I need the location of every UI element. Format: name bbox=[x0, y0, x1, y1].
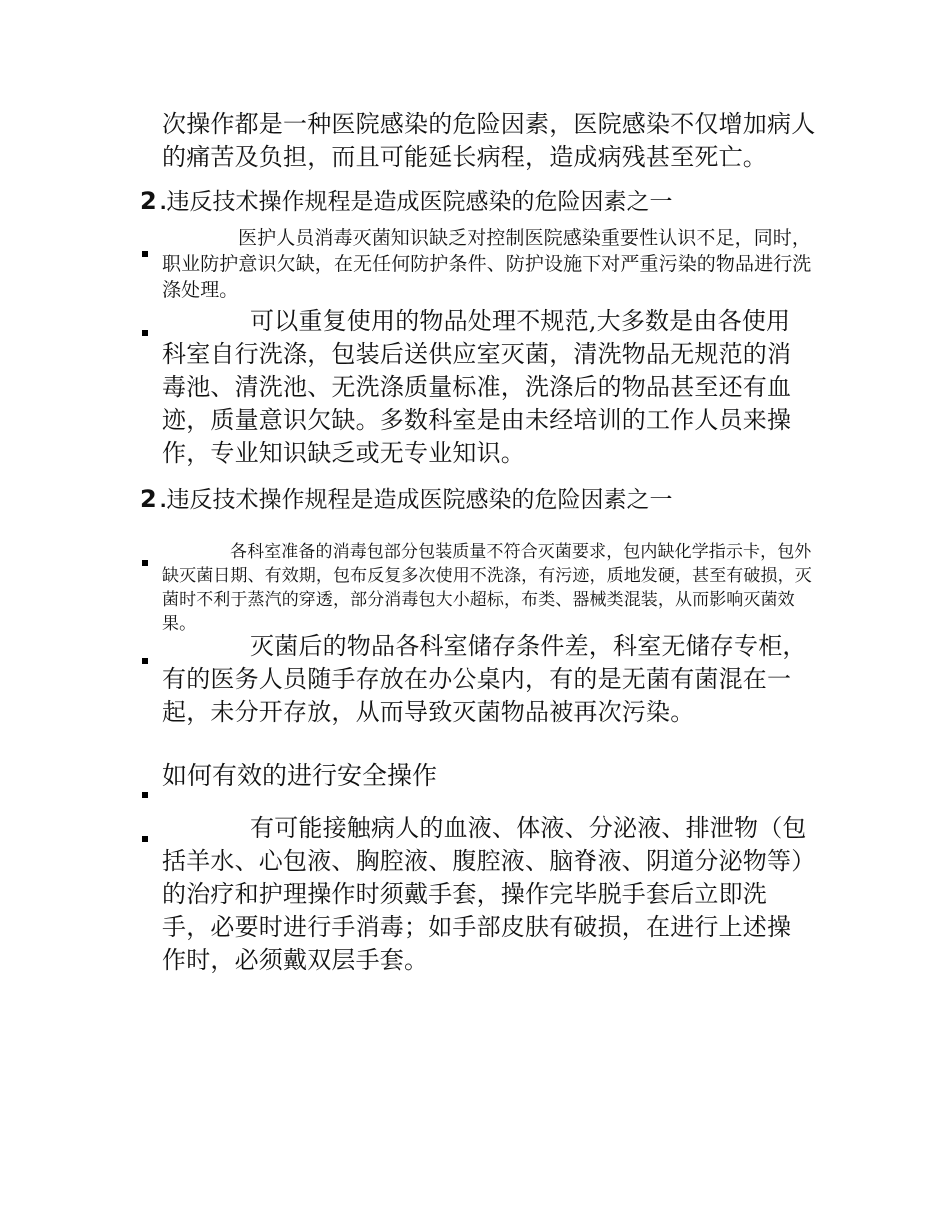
bullet-marker bbox=[142, 792, 148, 798]
heading-number: 2 bbox=[140, 187, 157, 215]
heading-text: 违反技术操作规程是造成医院感染的危险因素之一 bbox=[166, 487, 673, 513]
list-item-paragraph: 灭菌后的物品各科室储存条件差，科室无储存专柜，有的医务人员随手存放在办公桌内，有的是无菌有菌混在一起，未分开存放，从而导致灭菌物品被再次污染。 bbox=[162, 632, 807, 726]
bullet-marker bbox=[142, 658, 148, 664]
heading-dot: . bbox=[159, 193, 167, 214]
section-title: 如何有效的进行安全操作 bbox=[162, 761, 438, 790]
intro-paragraph: 次操作都是一种医院感染的危险因素，医院感染不仅增加病人的痛苦及负担，而且可能延长病程，造成病残甚至死亡。 bbox=[162, 110, 816, 171]
bullet-marker bbox=[142, 251, 148, 257]
list-item-paragraph: 可以重复使用的物品处理不规范,大多数是由各使用科室自行洗涤，包装后送供应室灭菌，清洗物品无规范的消毒池、清洗池、无洗涤质量标准，洗涤后的物品甚至还有血迹，质量意识欠缺。多数科室是由未经培训的工作人员来操作，专业知识缺乏或无专业知识。 bbox=[162, 307, 792, 467]
bullet-marker bbox=[142, 836, 148, 842]
section-heading-2a bbox=[140, 186, 673, 219]
list-item-paragraph: 有可能接触病人的血液、体液、分泌液、排泄物（包括羊水、心包液、胸腔液、腹腔液、脑脊液、阴道分泌物等）的治疗和护理操作时须戴手套，操作完毕脱手套后立即洗手，必要时进行手消毒；如手部皮肤有破损，在进行上述操作时，必须戴双层手套。 bbox=[162, 814, 807, 974]
bullet-marker bbox=[142, 560, 148, 566]
heading-number: 2 bbox=[140, 485, 157, 513]
list-item-paragraph: 各科室准备的消毒包部分包装质量不符合灭菌要求，包内缺化学指示卡，包外缺灭菌日期、有效期，包布反复多次使用不洗涤，有污迹，质地发硬，甚至有破损，灭菌时不利于蒸汽的穿透，部分消毒包大小超标，布类、器械类混装，从而影响灭菌效果。 bbox=[162, 542, 812, 634]
bullet-marker bbox=[142, 330, 148, 336]
section-heading-2b bbox=[140, 484, 673, 517]
list-item-paragraph: 医护人员消毒灭菌知识缺乏对控制医院感染重要性认识不足，同时，职业防护意识欠缺，在无任何防护条件、防护设施下对严重污染的物品进行洗涤处理。 bbox=[162, 227, 812, 301]
heading-text: 违反技术操作规程是造成医院感染的危险因素之一 bbox=[166, 189, 673, 215]
heading-dot: . bbox=[159, 491, 167, 512]
